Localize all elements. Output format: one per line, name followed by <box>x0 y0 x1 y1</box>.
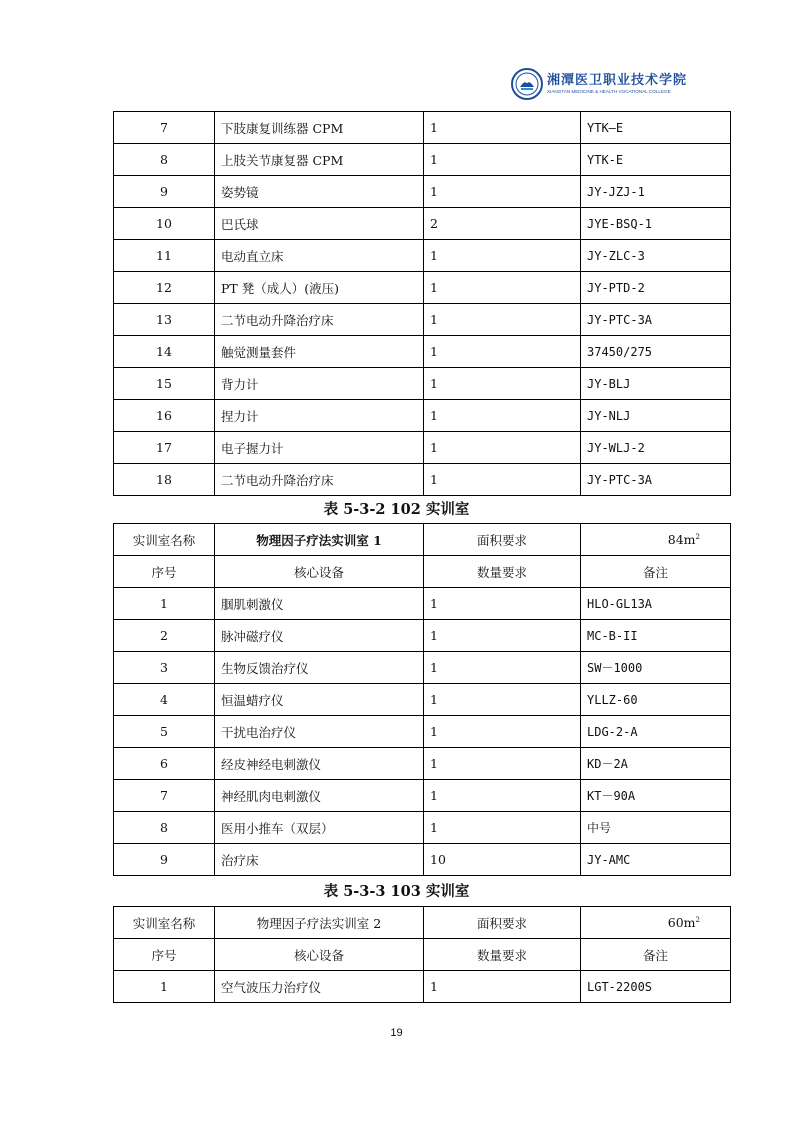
cell-quantity: 1 <box>424 652 581 684</box>
cell-no: 13 <box>114 304 215 336</box>
cell-equipment: 上肢关节康复器 CPM <box>215 144 424 176</box>
cell-no: 9 <box>114 176 215 208</box>
table-row <box>114 971 731 1003</box>
cell-note: YTK-E <box>581 144 731 176</box>
table-row <box>114 112 731 144</box>
cell-equipment: 脉冲磁疗仪 <box>215 620 424 652</box>
cell-no: 3 <box>114 652 215 684</box>
cell-no: 1 <box>114 588 215 620</box>
cell-no: 18 <box>114 464 215 496</box>
cell-note: LDG-2-A <box>581 716 731 748</box>
table-row <box>114 588 731 620</box>
cell-no: 9 <box>114 844 215 876</box>
room-name-label: 实训室名称 <box>114 907 215 939</box>
header-qty: 数量要求 <box>424 939 581 971</box>
cell-no: 8 <box>114 812 215 844</box>
room-name-value: 物理因子疗法实训室 1 <box>215 524 424 556</box>
cell-note: JY-JZJ-1 <box>581 176 731 208</box>
table-row <box>114 620 731 652</box>
cell-quantity: 1 <box>424 812 581 844</box>
cell-note: 37450/275 <box>581 336 731 368</box>
header-row <box>114 556 731 588</box>
cell-note: HLO-GL13A <box>581 588 731 620</box>
table-row <box>114 684 731 716</box>
table-row <box>114 336 731 368</box>
cell-no: 11 <box>114 240 215 272</box>
cell-quantity: 1 <box>424 588 581 620</box>
table-row <box>114 652 731 684</box>
cell-quantity: 1 <box>424 272 581 304</box>
cell-quantity: 1 <box>424 400 581 432</box>
cell-no: 8 <box>114 144 215 176</box>
cell-quantity: 1 <box>424 971 581 1003</box>
room-info-row <box>114 524 731 556</box>
equipment-table-continued <box>113 111 731 496</box>
header-qty: 数量要求 <box>424 556 581 588</box>
cell-equipment: PT 凳（成人）(液压) <box>215 272 424 304</box>
header-name: 核心设备 <box>215 939 424 971</box>
table-row <box>114 272 731 304</box>
cell-no: 15 <box>114 368 215 400</box>
table-row <box>114 368 731 400</box>
cell-quantity: 1 <box>424 432 581 464</box>
cell-equipment: 干扰电治疗仪 <box>215 716 424 748</box>
header-row <box>114 939 731 971</box>
cell-note: KT－90A <box>581 780 731 812</box>
cell-no: 7 <box>114 780 215 812</box>
cell-equipment: 捏力计 <box>215 400 424 432</box>
cell-quantity: 1 <box>424 144 581 176</box>
cell-quantity: 1 <box>424 112 581 144</box>
cell-quantity: 1 <box>424 780 581 812</box>
table-row <box>114 748 731 780</box>
cell-note: JY-PTC-3A <box>581 464 731 496</box>
cell-equipment: 巴氏球 <box>215 208 424 240</box>
cell-note: MC-B-II <box>581 620 731 652</box>
cell-quantity: 10 <box>424 844 581 876</box>
cell-note: YTK—E <box>581 112 731 144</box>
table-row <box>114 144 731 176</box>
cell-no: 17 <box>114 432 215 464</box>
cell-quantity: 1 <box>424 304 581 336</box>
cell-quantity: 1 <box>424 336 581 368</box>
cell-note: JYE-BSQ-1 <box>581 208 731 240</box>
page-number: 19 <box>390 1027 403 1039</box>
cell-equipment: 二节电动升降治疗床 <box>215 304 424 336</box>
cell-equipment: 电子握力计 <box>215 432 424 464</box>
table-row <box>114 176 731 208</box>
cell-equipment: 恒温蜡疗仪 <box>215 684 424 716</box>
cell-note: YLLZ-60 <box>581 684 731 716</box>
cell-note: 中号 <box>581 812 731 844</box>
cell-note: JY-AMC <box>581 844 731 876</box>
table-caption-103: 表 5-3-3 103 实训室 <box>323 883 470 900</box>
cell-note: JY-NLJ <box>581 400 731 432</box>
table-row <box>114 400 731 432</box>
cell-no: 16 <box>114 400 215 432</box>
cell-note: JY-WLJ-2 <box>581 432 731 464</box>
cell-note: JY-BLJ <box>581 368 731 400</box>
cell-note: SW－1000 <box>581 652 731 684</box>
logo-english-name: XIANGTAN MEDICINE & HEALTH VOCATIONAL COLLEGE <box>547 89 671 94</box>
area-label: 面积要求 <box>424 524 581 556</box>
header-name: 核心设备 <box>215 556 424 588</box>
table-row <box>114 780 731 812</box>
cell-no: 4 <box>114 684 215 716</box>
header-no: 序号 <box>114 556 215 588</box>
cell-no: 14 <box>114 336 215 368</box>
cell-no: 7 <box>114 112 215 144</box>
table-row <box>114 432 731 464</box>
cell-note: KD－2A <box>581 748 731 780</box>
cell-note: JY-ZLC-3 <box>581 240 731 272</box>
header-no: 序号 <box>114 939 215 971</box>
cell-equipment: 背力计 <box>215 368 424 400</box>
cell-no: 12 <box>114 272 215 304</box>
lab-102-equipment-table <box>113 523 731 876</box>
cell-equipment: 治疗床 <box>215 844 424 876</box>
cell-equipment: 电动直立床 <box>215 240 424 272</box>
header-note: 备注 <box>581 939 731 971</box>
cell-no: 5 <box>114 716 215 748</box>
area-value: $60m^2$ <box>581 907 731 939</box>
cell-no: 6 <box>114 748 215 780</box>
logo-chinese-name: 湘潭医卫职业技术学院 <box>547 73 688 88</box>
cell-equipment: 姿势镜 <box>215 176 424 208</box>
table-row <box>114 812 731 844</box>
table-row <box>114 208 731 240</box>
cell-note: LGT-2200S <box>581 971 731 1003</box>
cell-no: 1 <box>114 971 215 1003</box>
room-name-label: 实训室名称 <box>114 524 215 556</box>
header-note: 备注 <box>581 556 731 588</box>
lab-103-equipment-table <box>113 906 731 1003</box>
cell-note: JY-PTC-3A <box>581 304 731 336</box>
college-seal-icon <box>511 68 543 100</box>
table-row <box>114 464 731 496</box>
table-row <box>114 240 731 272</box>
cell-quantity: 1 <box>424 716 581 748</box>
cell-equipment: 神经肌肉电刺激仪 <box>215 780 424 812</box>
cell-quantity: 1 <box>424 240 581 272</box>
area-value: $84m^2$ <box>581 524 731 556</box>
area-label: 面积要求 <box>424 907 581 939</box>
cell-equipment: 生物反馈治疗仪 <box>215 652 424 684</box>
cell-equipment: 经皮神经电刺激仪 <box>215 748 424 780</box>
table-row <box>114 844 731 876</box>
table-row <box>114 304 731 336</box>
cell-quantity: 1 <box>424 368 581 400</box>
table-row <box>114 716 731 748</box>
cell-no: 2 <box>114 620 215 652</box>
table-caption-102: 表 5-3-2 102 实训室 <box>323 501 470 518</box>
college-logo <box>511 66 688 102</box>
room-info-row <box>114 907 731 939</box>
cell-equipment: 下肢康复训练器 CPM <box>215 112 424 144</box>
cell-quantity: 1 <box>424 684 581 716</box>
room-name-value: 物理因子疗法实训室 2 <box>215 907 424 939</box>
cell-equipment: 空气波压力治疗仪 <box>215 971 424 1003</box>
cell-note: JY-PTD-2 <box>581 272 731 304</box>
cell-quantity: 1 <box>424 620 581 652</box>
cell-equipment: 医用小推车（双层） <box>215 812 424 844</box>
cell-quantity: 2 <box>424 208 581 240</box>
cell-equipment: 二节电动升降治疗床 <box>215 464 424 496</box>
cell-quantity: 1 <box>424 748 581 780</box>
cell-no: 10 <box>114 208 215 240</box>
cell-quantity: 1 <box>424 176 581 208</box>
cell-equipment: 触觉测量套件 <box>215 336 424 368</box>
cell-quantity: 1 <box>424 464 581 496</box>
cell-equipment: 腘肌刺激仪 <box>215 588 424 620</box>
